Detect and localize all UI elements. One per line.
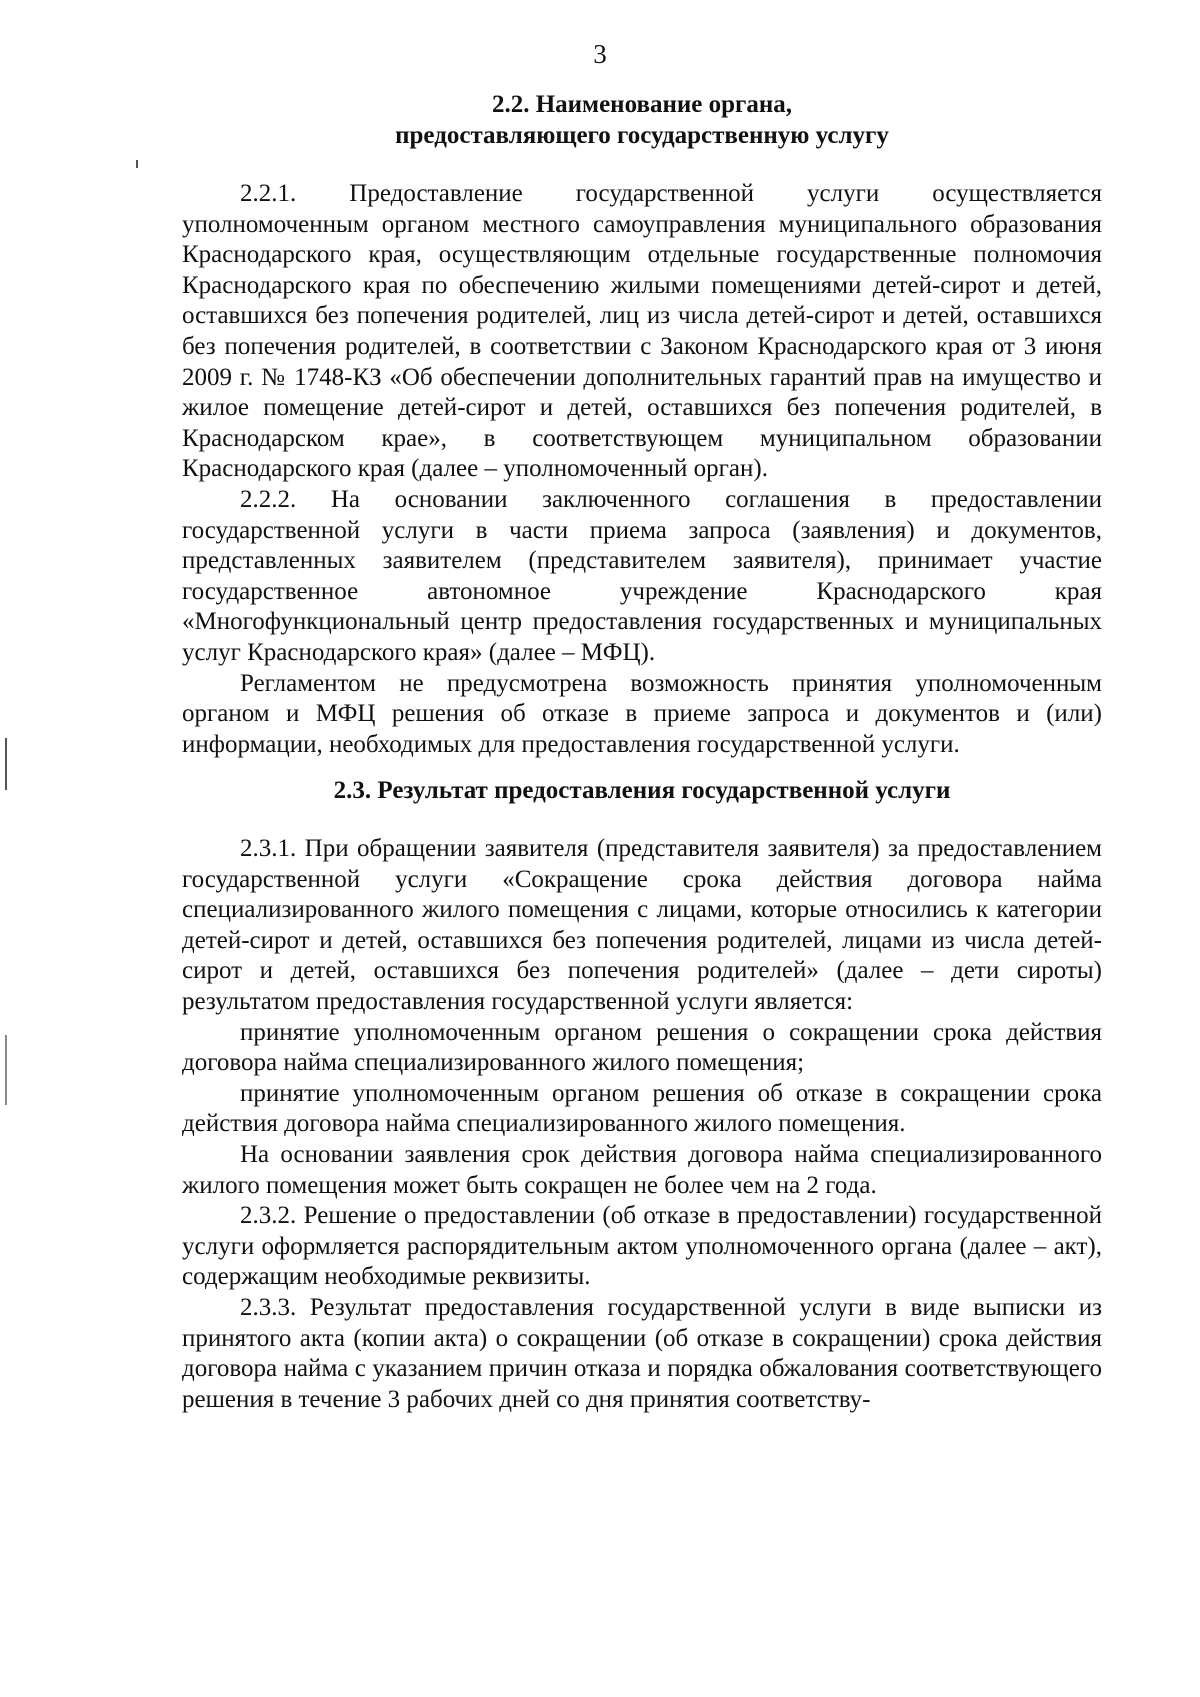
section-2-2-body xyxy=(182,179,1102,760)
paragraph: 2.3.3. Результат предоставления государственной услуги в виде выписки из принятого акта (копии акта) о сокращении (об отказе в сокращении) срока действия договора найма с указанием причин отказа и порядка обжалования соответствующего решения в течение 3 рабочих дней со дня принятия соответству- xyxy=(182,1293,1102,1413)
paragraph: Регламентом не предусмотрена возможность принятия уполномоченным органом и МФЦ решения об отказе в приеме запроса и документов и (или) информации, необходимых для предоставления государственной услуги. xyxy=(182,669,1102,758)
scan-mark xyxy=(5,1035,7,1105)
section-2-2 xyxy=(182,90,1102,151)
paragraph: 2.2.1. Предоставление государственной услуги осуществляется уполномоченным органом местного самоуправления муниципального образования Краснодарского края, осуществляющим отдельные государственные полномочия Краснодарского края по обеспечению жилыми помещениями детей-сирот и детей, оставшихся без попечения родителей, лиц из числа детей-сирот и детей, оставшихся без попечения родителей, в соответствии с Законом Краснодарского края от 3 июня 2009 г. № 1748-КЗ «Об обеспечении дополнительных гарантий прав на имущество и жилое помещение детей-сирот и детей, оставшихся без попечения родителей, в Краснодарском крае», в соответствующем муниципальном образовании Краснодарского края (далее – уполномоченный орган). xyxy=(182,180,1102,483)
scan-mark xyxy=(5,738,7,790)
paragraph: 2.2.2. На основании заключенного соглашения в предоставлении государственной услуги в части приема запроса (заявления) и документов, представленных заявителем (представителем заявителя), принимает участие государственное автономное учреждение Краснодарского края «Многофункциональный центр предоставления государственных и муниципальных услуг Краснодарского края» (далее – МФЦ). xyxy=(182,485,1102,666)
paragraph: 2.3.1. При обращении заявителя (представителя заявителя) за предоставлением государственной услуги «Сокращение срока действия договора найма специализированного жилого помещения с лицами, которые относились к категории детей-сирот и детей, оставшихся без попечения родителей, лицами из числа детей-сирот и детей, оставшихся без попечения родителей» (далее – дети сироты) результатом предоставления государственной услуги является: xyxy=(182,835,1102,1015)
scan-mark xyxy=(136,160,138,168)
section-heading: 2.2. Наименование органа, xyxy=(491,91,793,118)
paragraph: 2.3.2. Решение о предоставлении (об отказе в предоставлении) государственной услуги оформляется распорядительным актом уполномоченного органа (далее – акт), содержащим необходимые реквизиты. xyxy=(182,1202,1102,1291)
section-heading: предоставляющего государственную услугу xyxy=(395,121,889,149)
paragraph: На основании заявления срок действия договора найма специализированного жилого помещения может быть сокращен не более чем на 2 года. xyxy=(182,1140,1102,1199)
section-heading: 2.3. Результат предоставления государственной услуги xyxy=(333,777,951,804)
section-2-3 xyxy=(182,776,1102,807)
paragraph: принятие уполномоченным органом решения об отказе в сокращении срока действия договора найма специализированного жилого помещения. xyxy=(182,1079,1102,1138)
paragraph: принятие уполномоченным органом решения о сокращении срока действия договора найма специализированного жилого помещения; xyxy=(182,1018,1102,1077)
page-number: 3 xyxy=(593,39,607,69)
section-2-3-body xyxy=(182,834,1102,1415)
